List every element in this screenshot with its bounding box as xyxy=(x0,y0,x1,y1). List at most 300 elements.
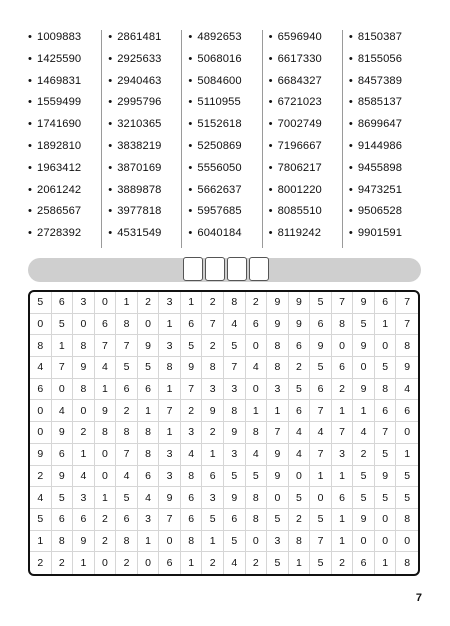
list-item xyxy=(188,204,261,226)
grid-cell[interactable]: 4 xyxy=(181,444,203,466)
grid-cell[interactable]: 8 xyxy=(116,531,138,553)
list-item-value: 5084600 xyxy=(197,74,242,87)
bullet-icon: • xyxy=(348,139,353,152)
grid-cell[interactable]: 5 xyxy=(138,357,160,379)
grid-cell[interactable]: 7 xyxy=(224,357,246,379)
grid-cell[interactable]: 5 xyxy=(375,444,397,466)
grid-cell[interactable]: 5 xyxy=(224,466,246,488)
grid-cell[interactable]: 6 xyxy=(52,509,74,531)
list-item-value: 4531549 xyxy=(117,227,162,240)
grid-cell[interactable]: 5 xyxy=(52,314,74,336)
bullet-icon: • xyxy=(188,205,193,218)
list-item-value: 5152618 xyxy=(197,118,242,131)
grid-cell[interactable]: 9 xyxy=(138,335,160,357)
grid-cell[interactable]: 7 xyxy=(310,400,332,422)
grid-cell[interactable]: 6 xyxy=(159,552,181,574)
grid-cell[interactable]: 0 xyxy=(138,314,160,336)
grid-cell[interactable]: 4 xyxy=(246,444,268,466)
grid-cell[interactable]: 4 xyxy=(353,422,375,444)
grid-cell[interactable]: 8 xyxy=(138,422,160,444)
grid-cell[interactable]: 9 xyxy=(202,400,224,422)
list-item-value: 5957685 xyxy=(197,205,242,218)
grid-cell[interactable]: 1 xyxy=(202,531,224,553)
grid-cell[interactable]: 2 xyxy=(73,422,95,444)
grid-cell[interactable]: 0 xyxy=(396,422,418,444)
grid-cell[interactable]: 9 xyxy=(267,314,289,336)
grid-cell[interactable]: 8 xyxy=(116,422,138,444)
grid-cell[interactable]: 9 xyxy=(396,357,418,379)
list-item-value: 5250869 xyxy=(197,139,242,152)
grid-cell[interactable]: 1 xyxy=(181,292,203,314)
grid-cell[interactable]: 6 xyxy=(116,509,138,531)
grid-cell[interactable]: 9 xyxy=(181,357,203,379)
grid-cell[interactable]: 6 xyxy=(224,509,246,531)
list-item xyxy=(28,139,101,161)
grid-cell[interactable]: 1 xyxy=(159,314,181,336)
grid-cell[interactable]: 4 xyxy=(30,357,52,379)
grid-cell[interactable]: 2 xyxy=(95,531,117,553)
grid-cell[interactable]: 1 xyxy=(396,444,418,466)
grid-cell[interactable]: 5 xyxy=(52,487,74,509)
list-item-value: 6040184 xyxy=(197,227,242,240)
grid-cell[interactable]: 9 xyxy=(289,292,311,314)
grid-cell[interactable]: 4 xyxy=(116,466,138,488)
grid-cell[interactable]: 9 xyxy=(310,335,332,357)
grid-cell[interactable]: 6 xyxy=(52,444,74,466)
grid-cell[interactable]: 1 xyxy=(289,552,311,574)
grid-cell[interactable]: 7 xyxy=(116,444,138,466)
grid-cell[interactable]: 1 xyxy=(267,400,289,422)
list-item-value: 8001220 xyxy=(277,183,322,196)
grid-cell[interactable]: 1 xyxy=(375,314,397,336)
grid-cell[interactable]: 7 xyxy=(332,292,354,314)
grid-cell[interactable]: 5 xyxy=(116,487,138,509)
grid-cell[interactable]: 6 xyxy=(289,335,311,357)
grid-cell[interactable]: 7 xyxy=(310,444,332,466)
list-item xyxy=(188,161,261,183)
grid-cell[interactable]: 6 xyxy=(138,466,160,488)
grid-cell[interactable]: 2 xyxy=(52,552,74,574)
grid-cell[interactable]: 8 xyxy=(332,314,354,336)
bullet-icon: • xyxy=(108,52,113,65)
list-item xyxy=(188,30,261,52)
grid-cell[interactable]: 9 xyxy=(289,314,311,336)
list-item-value: 9455898 xyxy=(357,161,403,174)
grid-cell[interactable]: 7 xyxy=(310,531,332,553)
grid-cell[interactable]: 1 xyxy=(30,531,52,553)
list-item xyxy=(28,52,101,74)
grid-cell[interactable]: 3 xyxy=(159,335,181,357)
grid-cell[interactable]: 1 xyxy=(95,487,117,509)
grid-cell[interactable]: 9 xyxy=(30,444,52,466)
list-item xyxy=(349,139,422,161)
list-item xyxy=(269,161,342,183)
grid-cell[interactable]: 1 xyxy=(202,444,224,466)
grid-cell[interactable]: 1 xyxy=(332,466,354,488)
grid-cell[interactable]: 2 xyxy=(353,444,375,466)
list-item-value: 8155056 xyxy=(357,52,403,65)
list-item xyxy=(269,30,342,52)
grid-cell[interactable]: 8 xyxy=(267,335,289,357)
grid-cell[interactable]: 0 xyxy=(289,466,311,488)
grid-cell[interactable]: 7 xyxy=(396,292,418,314)
bullet-icon: • xyxy=(268,96,273,109)
grid-cell[interactable]: 9 xyxy=(267,444,289,466)
grid-cell[interactable]: 6 xyxy=(181,314,203,336)
grid-cell[interactable]: 2 xyxy=(202,335,224,357)
bullet-icon: • xyxy=(28,227,33,240)
grid-cell[interactable]: 6 xyxy=(30,379,52,401)
grid-cell[interactable]: 9 xyxy=(353,509,375,531)
answer-box[interactable] xyxy=(249,257,269,281)
grid-cell[interactable]: 1 xyxy=(138,531,160,553)
grid-cell[interactable]: 2 xyxy=(116,552,138,574)
grid-cell[interactable]: 7 xyxy=(181,379,203,401)
grid-cell[interactable]: 9 xyxy=(353,335,375,357)
list-item xyxy=(349,226,422,248)
grid-cell[interactable]: 9 xyxy=(267,292,289,314)
grid-cell[interactable]: 5 xyxy=(310,509,332,531)
list-item xyxy=(269,95,342,117)
grid-cell[interactable]: 7 xyxy=(267,422,289,444)
grid-cell[interactable]: 8 xyxy=(246,422,268,444)
bullet-icon: • xyxy=(268,183,273,196)
bullet-icon: • xyxy=(268,139,273,152)
bullet-icon: • xyxy=(348,227,353,240)
grid-cell[interactable]: 1 xyxy=(375,552,397,574)
grid-cell[interactable]: 6 xyxy=(375,400,397,422)
grid-cell[interactable]: 3 xyxy=(138,509,160,531)
grid-cell[interactable]: 8 xyxy=(181,531,203,553)
grid-cell[interactable]: 5 xyxy=(396,466,418,488)
grid-cell[interactable]: 4 xyxy=(73,466,95,488)
grid-cell[interactable]: 6 xyxy=(310,379,332,401)
grid-cell[interactable]: 4 xyxy=(95,357,117,379)
grid-cell[interactable]: 0 xyxy=(95,466,117,488)
grid-cell[interactable]: 1 xyxy=(159,379,181,401)
grid-cell[interactable]: 5 xyxy=(224,335,246,357)
grid-cell[interactable]: 6 xyxy=(116,379,138,401)
bullet-icon: • xyxy=(268,227,273,240)
grid-cell[interactable]: 5 xyxy=(267,509,289,531)
bullet-icon: • xyxy=(108,96,113,109)
grid-cell[interactable]: 5 xyxy=(353,314,375,336)
list-item xyxy=(28,204,101,226)
list-item xyxy=(28,226,101,248)
grid-cell[interactable]: 8 xyxy=(224,292,246,314)
grid-cell[interactable]: 7 xyxy=(159,509,181,531)
grid-cell[interactable]: 3 xyxy=(224,379,246,401)
grid-cell[interactable]: 6 xyxy=(375,292,397,314)
grid-cell[interactable]: 5 xyxy=(30,292,52,314)
grid-cell[interactable]: 3 xyxy=(159,444,181,466)
grid-cell[interactable]: 3 xyxy=(267,531,289,553)
list-item-value: 9506528 xyxy=(357,205,403,218)
grid-cell[interactable]: 1 xyxy=(181,552,203,574)
grid-cell[interactable]: 2 xyxy=(332,379,354,401)
list-item-value: 9144986 xyxy=(357,139,403,152)
grid-cell[interactable]: 6 xyxy=(310,314,332,336)
grid-cell[interactable]: 9 xyxy=(52,422,74,444)
grid-cell[interactable]: 8 xyxy=(181,466,203,488)
grid-cell[interactable]: 5 xyxy=(375,487,397,509)
grid-cell[interactable]: 7 xyxy=(159,400,181,422)
grid-cell[interactable]: 6 xyxy=(332,487,354,509)
grid-cell[interactable]: 0 xyxy=(375,509,397,531)
grid-cell[interactable]: 1 xyxy=(138,400,160,422)
grid-cell[interactable]: 3 xyxy=(202,487,224,509)
grid-cell[interactable]: 0 xyxy=(73,400,95,422)
grid-cell[interactable]: 4 xyxy=(246,357,268,379)
grid-cell[interactable]: 0 xyxy=(30,314,52,336)
grid-cell[interactable]: 8 xyxy=(138,444,160,466)
grid-cell[interactable]: 6 xyxy=(138,379,160,401)
grid-cell[interactable]: 1 xyxy=(310,466,332,488)
list-item xyxy=(28,74,101,96)
list-item-value: 1009883 xyxy=(37,31,82,43)
grid-cell[interactable]: 7 xyxy=(52,357,74,379)
grid-cell[interactable]: 8 xyxy=(73,335,95,357)
bullet-icon: • xyxy=(188,161,193,174)
grid-cell[interactable]: 5 xyxy=(375,357,397,379)
grid-cell[interactable]: 8 xyxy=(246,509,268,531)
answer-box[interactable] xyxy=(183,257,203,281)
grid-cell[interactable]: 0 xyxy=(267,487,289,509)
grid-cell[interactable]: 8 xyxy=(30,335,52,357)
grid-cell[interactable]: 0 xyxy=(375,335,397,357)
grid-cell[interactable]: 1 xyxy=(353,400,375,422)
grid-cell[interactable]: 6 xyxy=(396,400,418,422)
grid-cell[interactable]: 9 xyxy=(375,466,397,488)
grid-cell[interactable]: 6 xyxy=(353,552,375,574)
grid-cell[interactable]: 9 xyxy=(353,292,375,314)
grid-cell[interactable]: 4 xyxy=(138,487,160,509)
grid-cell[interactable]: 9 xyxy=(267,466,289,488)
grid-cell[interactable]: 8 xyxy=(224,400,246,422)
grid-cell[interactable]: 6 xyxy=(181,509,203,531)
list-item xyxy=(108,139,181,161)
grid-cell[interactable]: 2 xyxy=(246,292,268,314)
answer-box[interactable] xyxy=(227,257,247,281)
grid-cell[interactable]: 9 xyxy=(353,379,375,401)
list-item-value: 2061242 xyxy=(37,183,82,196)
grid-cell[interactable]: 6 xyxy=(181,487,203,509)
grid-cell[interactable]: 2 xyxy=(116,400,138,422)
grid-cell[interactable]: 6 xyxy=(95,314,117,336)
grid-cell[interactable]: 0 xyxy=(159,531,181,553)
grid-cell[interactable]: 9 xyxy=(52,466,74,488)
grid-cell[interactable]: 3 xyxy=(159,292,181,314)
list-item xyxy=(28,30,101,52)
grid-cell[interactable]: 5 xyxy=(310,552,332,574)
grid-cell[interactable]: 1 xyxy=(332,400,354,422)
list-item xyxy=(269,139,342,161)
grid-cell[interactable]: 5 xyxy=(202,509,224,531)
grid-cell[interactable]: 3 xyxy=(73,292,95,314)
list-item xyxy=(349,30,422,52)
list-item xyxy=(108,183,181,205)
grid-cell[interactable]: 5 xyxy=(353,466,375,488)
grid-cell[interactable]: 3 xyxy=(202,379,224,401)
grid-cell[interactable]: 4 xyxy=(289,422,311,444)
grid-cell[interactable]: 0 xyxy=(375,531,397,553)
grid-cell[interactable]: 4 xyxy=(224,552,246,574)
grid-cell[interactable]: 5 xyxy=(289,379,311,401)
bullet-icon: • xyxy=(108,227,113,240)
grid-cell[interactable]: 6 xyxy=(332,357,354,379)
list-item xyxy=(269,117,342,139)
grid-cell[interactable]: 5 xyxy=(353,487,375,509)
grid-cell[interactable]: 7 xyxy=(396,314,418,336)
grid-cell[interactable]: 1 xyxy=(332,531,354,553)
list-item-value: 8150387 xyxy=(357,31,403,43)
grid-cell[interactable]: 2 xyxy=(30,552,52,574)
grid-cell[interactable]: 1 xyxy=(52,335,74,357)
list-item xyxy=(28,95,101,117)
grid-cell[interactable]: 0 xyxy=(396,531,418,553)
grid-cell[interactable]: 9 xyxy=(73,531,95,553)
grid-cell[interactable]: 4 xyxy=(30,487,52,509)
list-item xyxy=(269,183,342,205)
grid-cell[interactable]: 2 xyxy=(181,400,203,422)
grid-cell[interactable]: 4 xyxy=(224,314,246,336)
grid-cell[interactable]: 2 xyxy=(30,466,52,488)
list-item xyxy=(269,226,342,248)
grid-cell[interactable]: 9 xyxy=(73,357,95,379)
grid-cell[interactable]: 4 xyxy=(289,444,311,466)
grid-cell[interactable]: 8 xyxy=(73,379,95,401)
grid-cell[interactable]: 8 xyxy=(396,335,418,357)
grid-cell[interactable]: 0 xyxy=(246,531,268,553)
bullet-icon: • xyxy=(108,139,113,152)
grid-cell[interactable]: 5 xyxy=(224,531,246,553)
grid-cell[interactable]: 9 xyxy=(95,400,117,422)
grid-cell[interactable]: 0 xyxy=(30,400,52,422)
grid-cell[interactable]: 8 xyxy=(404,557,411,570)
grid-cell[interactable]: 0 xyxy=(138,552,160,574)
grid-cell[interactable]: 7 xyxy=(95,335,117,357)
grid-cell[interactable]: 3 xyxy=(159,466,181,488)
grid-cell[interactable]: 9 xyxy=(159,487,181,509)
bullet-icon: • xyxy=(348,52,353,65)
list-item xyxy=(349,204,422,226)
grid-cell[interactable]: 0 xyxy=(332,335,354,357)
grid-cell[interactable]: 2 xyxy=(246,552,268,574)
grid-cell[interactable]: 7 xyxy=(375,422,397,444)
list-item xyxy=(188,52,261,74)
grid-cell[interactable]: 0 xyxy=(73,314,95,336)
grid-cell[interactable]: 3 xyxy=(332,444,354,466)
grid-cell[interactable]: 8 xyxy=(375,379,397,401)
grid-cell[interactable]: 8 xyxy=(246,487,268,509)
grid-cell[interactable]: 8 xyxy=(267,357,289,379)
grid-cell[interactable]: 5 xyxy=(289,487,311,509)
grid-cell[interactable]: 5 xyxy=(116,357,138,379)
grid-cell[interactable]: 7 xyxy=(332,422,354,444)
grid-cell[interactable]: 3 xyxy=(181,422,203,444)
grid-cell[interactable]: 0 xyxy=(95,292,117,314)
grid-cell[interactable]: 8 xyxy=(52,531,74,553)
grid-cell[interactable]: 0 xyxy=(95,444,117,466)
bullet-icon: • xyxy=(348,183,353,196)
grid-cell[interactable]: 1 xyxy=(246,400,268,422)
grid-cell[interactable]: 8 xyxy=(116,314,138,336)
grid-cell[interactable]: 3 xyxy=(224,444,246,466)
grid-cell[interactable]: 0 xyxy=(30,422,52,444)
grid-cell[interactable]: 0 xyxy=(246,335,268,357)
grid-cell[interactable]: 5 xyxy=(310,292,332,314)
grid-cell[interactable]: 4 xyxy=(52,400,74,422)
grid-cell[interactable]: 6 xyxy=(289,400,311,422)
grid-cell[interactable]: 6 xyxy=(246,314,268,336)
grid-cell[interactable]: 2 xyxy=(95,509,117,531)
grid-cell[interactable]: 1 xyxy=(73,552,95,574)
grid-cell[interactable]: 9 xyxy=(224,422,246,444)
grid-cell[interactable]: 8 xyxy=(159,357,181,379)
grid-cell[interactable]: 3 xyxy=(267,379,289,401)
list-item-value: 6596940 xyxy=(277,31,322,43)
grid-cell[interactable]: 9 xyxy=(224,487,246,509)
grid-cell[interactable]: 2 xyxy=(202,422,224,444)
grid-cell[interactable]: 8 xyxy=(396,509,418,531)
grid-cell[interactable]: 0 xyxy=(246,379,268,401)
grid-cell[interactable]: 2 xyxy=(289,509,311,531)
grid-cell[interactable]: 7 xyxy=(116,335,138,357)
grid-cell[interactable]: 1 xyxy=(73,444,95,466)
grid-cell[interactable]: 6 xyxy=(52,292,74,314)
grid-cell[interactable]: 0 xyxy=(52,379,74,401)
grid-cell[interactable]: 1 xyxy=(95,379,117,401)
bullet-icon: • xyxy=(188,139,193,152)
grid-cell[interactable]: 2 xyxy=(202,552,224,574)
grid-cell[interactable]: 2 xyxy=(332,552,354,574)
bullet-icon: • xyxy=(28,205,33,218)
grid-cell[interactable]: 6 xyxy=(73,509,95,531)
grid-cell[interactable]: 5 xyxy=(396,487,418,509)
grid-cell[interactable]: 5 xyxy=(246,466,268,488)
answer-box[interactable] xyxy=(205,257,225,281)
grid-cell[interactable]: 2 xyxy=(289,357,311,379)
grid-cell[interactable]: 0 xyxy=(353,357,375,379)
list-item xyxy=(108,30,181,52)
grid-cell[interactable]: 0 xyxy=(353,531,375,553)
grid-cell[interactable]: 7 xyxy=(202,314,224,336)
answer-boxes xyxy=(183,257,269,281)
grid-cell[interactable]: 2 xyxy=(138,292,160,314)
grid-cell[interactable]: 5 xyxy=(310,357,332,379)
grid-cell[interactable]: 0 xyxy=(95,552,117,574)
grid-cell[interactable]: 6 xyxy=(202,466,224,488)
bullet-icon: • xyxy=(348,118,353,131)
grid-cell[interactable]: 4 xyxy=(310,422,332,444)
grid-cell[interactable]: 5 xyxy=(181,335,203,357)
bullet-icon: • xyxy=(188,96,193,109)
bullet-icon: • xyxy=(188,183,193,196)
grid-cell[interactable]: 5 xyxy=(267,552,289,574)
number-column xyxy=(342,30,422,248)
grid-cell[interactable]: 8 xyxy=(202,357,224,379)
grid-cell[interactable]: 1 xyxy=(116,292,138,314)
grid-cell[interactable]: 3 xyxy=(73,487,95,509)
grid-cell[interactable]: 4 xyxy=(396,379,418,401)
grid-cell[interactable]: 0 xyxy=(310,487,332,509)
grid-cell[interactable]: 2 xyxy=(202,292,224,314)
grid-cell[interactable]: 1 xyxy=(332,509,354,531)
grid-cell[interactable]: 8 xyxy=(289,531,311,553)
grid-cell[interactable]: 5 xyxy=(30,509,52,531)
grid-cell[interactable]: 1 xyxy=(159,422,181,444)
grid-cell[interactable]: 8 xyxy=(95,422,117,444)
